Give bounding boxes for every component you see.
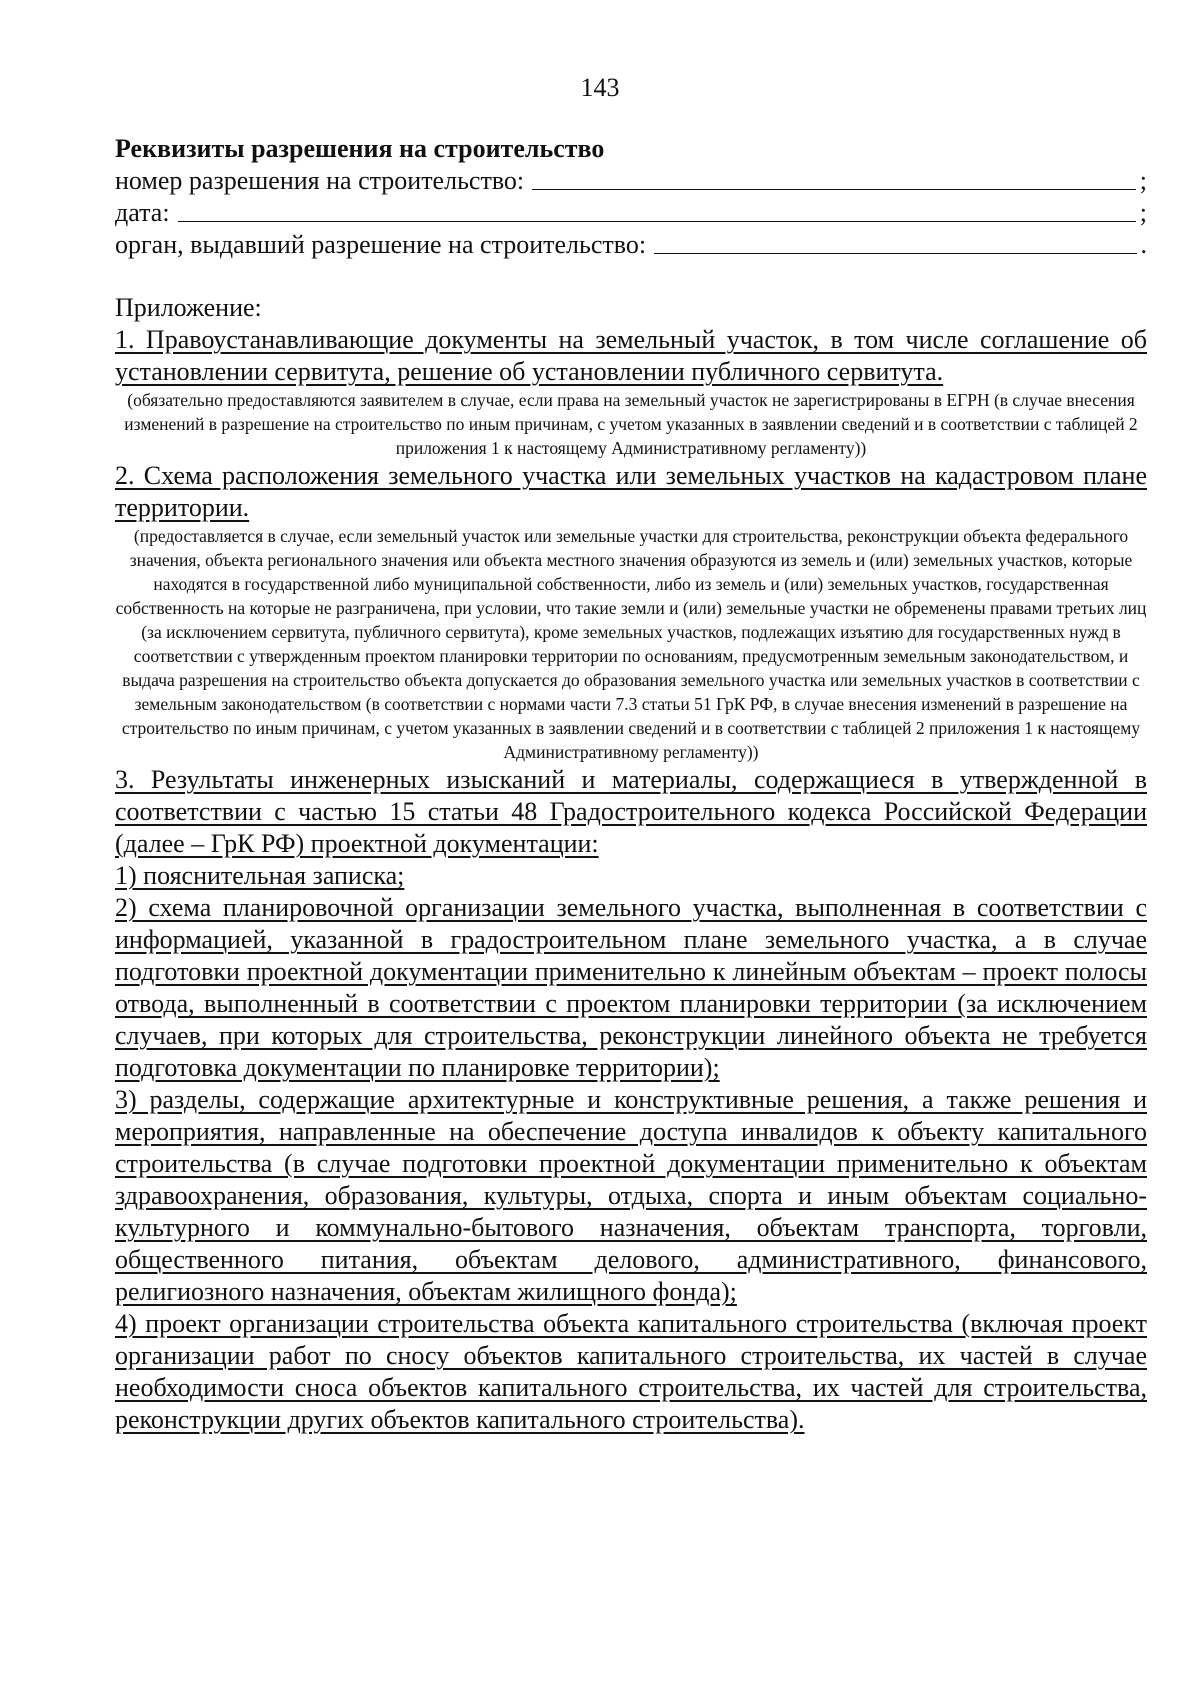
permit-number-end: ; [1139, 166, 1147, 195]
date-blank[interactable] [178, 220, 1136, 222]
attachment-note-1: (обязательно предоставляются заявителем в случае, если права на земельный участок не зарегистрированы в ЕГРН (в случае внесения изменений в разрешение на строительство по иным причинам, с учетом указанных в заявлении сведений и в соответствии с таблицей 2 приложения 1 к настоящему Административному регламенту)) [124, 390, 1138, 458]
permit-number-blank[interactable] [532, 188, 1136, 190]
date-field[interactable] [115, 197, 1147, 229]
date-label: дата: [115, 198, 170, 227]
attachment-subitem-1: 1) пояснительная записка; [115, 861, 405, 890]
permit-number-field[interactable] [115, 165, 1147, 197]
permit-number-label: номер разрешения на строительство: [115, 166, 525, 195]
attachment-item-3: 3. Результаты инженерных изысканий и материалы, содержащиеся в утвержденной в соответствии с частью 15 статьи 48 Градостроительного кодекса Российской Федерации (далее – ГрК РФ) проектной документации: [115, 765, 1147, 858]
attachment-item-2: 2. Схема расположения земельного участка или земельных участков на кадастровом плане территории. [115, 461, 1147, 522]
attachment-subitem-4: 4) проект организации строительства объекта капитального строительства (включая проект организации работ по сносу объектов капитального строительства, их частей в случае необходимости сноса объектов капитального строительства, их частей для строительства, реконструкции других объектов капитального строительства). [115, 1309, 1147, 1434]
page-number: 143 [580, 73, 620, 102]
date-end: ; [1139, 198, 1147, 227]
requisites-title: Реквизиты разрешения на строительство [115, 134, 605, 163]
attachment-subitem-3: 3) разделы, содержащие архитектурные и конструктивные решения, а также решения и мероприятия, направленные на обеспечение доступа инвалидов к объекту капитального строительства (в случае подготовки проектной документации применительно к объектам здравоохранения, образования, культуры, отдыха, спорта и иным объектам социально-культурного и коммунально-бытового назначения, объектам транспорта, торговли, общественного питания, объектам делового, административного, финансового, религиозного назначения, объектам жилищного фонда); [115, 1085, 1147, 1306]
issuing-authority-end: . [1140, 230, 1147, 259]
spacer [115, 261, 1147, 292]
attachment-heading: Приложение: [115, 293, 262, 322]
attachment-subitem-2: 2) схема планировочной организации земельного участка, выполненная в соответствии с информацией, указанной в градостроительном плане земельного участка, а в случае подготовки проектной документации применительно к линейным объектам – проект полосы отвода, выполненный в соответствии с проектом планировки территории (за исключением случаев, при которых для строительства, реконструкции линейного объекта не требуется подготовка документации по планировке территории); [115, 893, 1147, 1082]
issuing-authority-label: орган, выдавший разрешение на строительство: [115, 230, 647, 259]
document-body [115, 133, 1147, 1436]
attachment-item-1: 1. Правоустанавливающие документы на земельный участок, в том числе соглашение об установлении сервитута, решение об установлении публичного сервитута. [115, 325, 1147, 386]
attachment-note-2: (предоставляется в случае, если земельный участок или земельные участки для строительства, реконструкции объекта федерального значения, объекта регионального значения или объекта местного значения образуются из земель и (или) земельных участков, которые находятся в государственной либо муниципальной собственности, либо из земель и (или) земельных участков, государственная собственность на которые не разграничена, при условии, что такие земли и (или) земельные участки не обременены правами третьих лиц (за исключением сервитута, публичного сервитута), кроме земельных участков, подлежащих изъятию для государственных нужд в соответствии с утвержденным проектом планировки территории по основаниям, предусмотренным земельным законодательством, и выдача разрешения на строительство объекта допускается до образования земельного участка или земельных участков в соответствии с земельным законодательством (в соответствии с нормами части 7.3 статьи 51 ГрК РФ, в случае внесения изменений в разрешение на строительство по иным причинам, с учетом указанных в заявлении сведений и в соответствии с таблицей 2 приложения 1 к настоящему Административному регламенту)) [115, 526, 1147, 762]
issuing-authority-blank[interactable] [654, 252, 1136, 254]
issuing-authority-field[interactable] [115, 229, 1147, 261]
